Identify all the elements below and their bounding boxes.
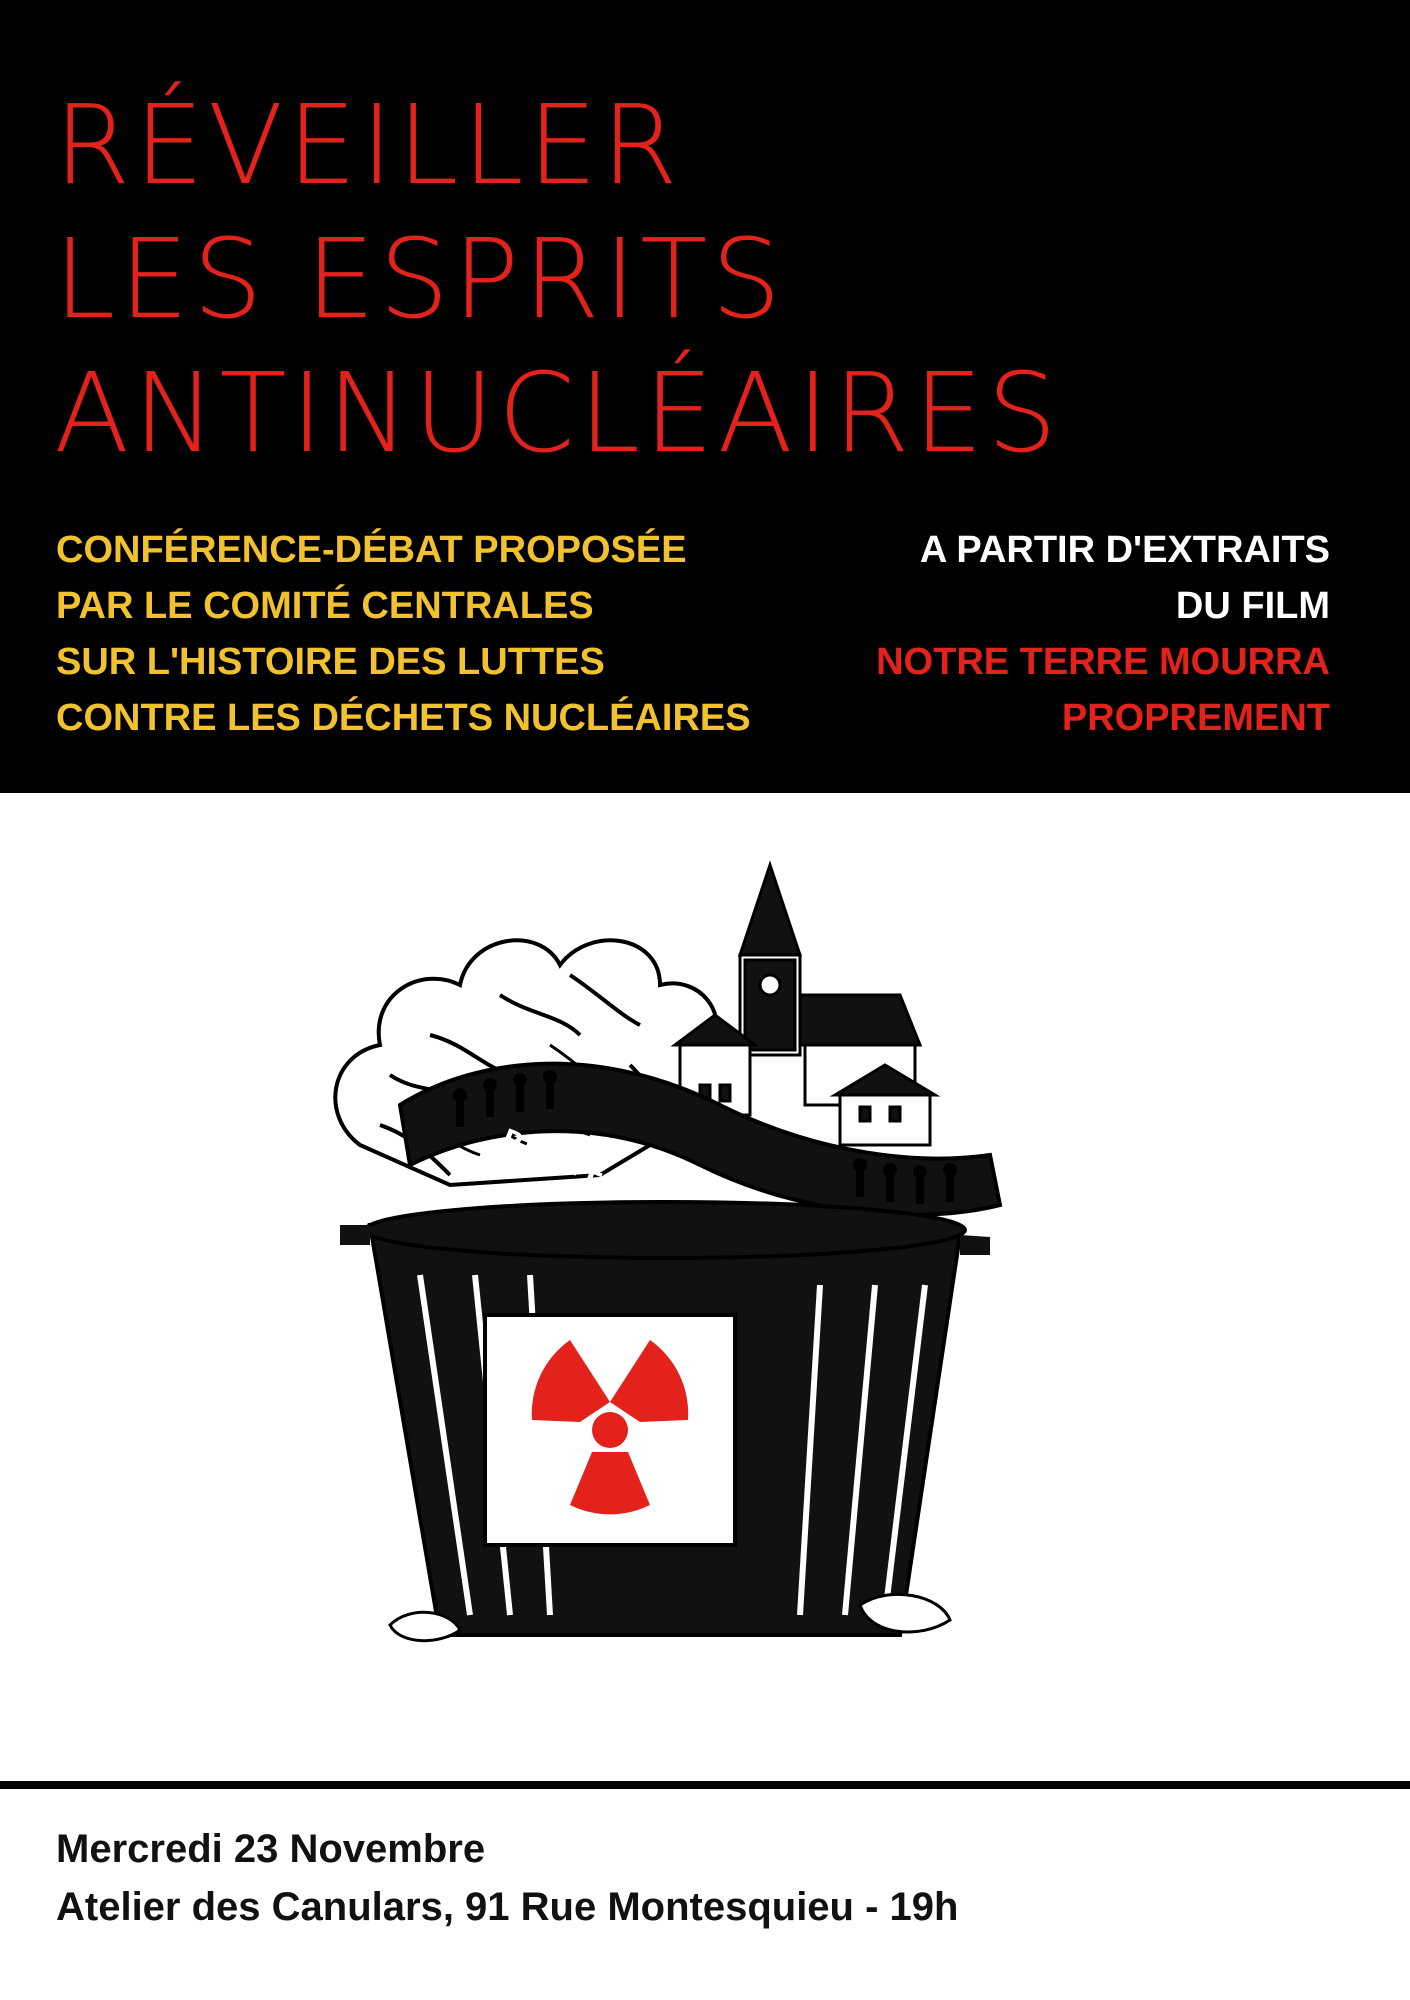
trash-can-illustration [300, 845, 1040, 1695]
title-line-3: ANTINUCLÉAIRES [54, 349, 1062, 477]
description-line: SUR L'HISTOIRE DES LUTTES [56, 641, 605, 683]
footer-divider [0, 1781, 1410, 1789]
event-details [56, 1820, 958, 1936]
film-info [876, 522, 1330, 746]
title-line-1: RÉVEILLER [54, 81, 682, 209]
film-intro-line: A PARTIR D'EXTRAITS [919, 529, 1330, 571]
header-band [0, 0, 1410, 793]
description-line: CONFÉRENCE-DÉBAT PROPOSÉE [56, 529, 687, 571]
film-title-line: NOTRE TERRE MOURRA [876, 641, 1330, 683]
event-description [56, 522, 751, 746]
film-title-line: PROPREMENT [1061, 697, 1330, 739]
title-line-2: LES ESPRITS [54, 215, 786, 343]
description-line: PAR LE COMITÉ CENTRALES [56, 585, 594, 627]
event-venue: Atelier des Canulars, 91 Rue Montesquieu - 19h [56, 1885, 959, 1929]
event-date: Mercredi 23 Novembre [56, 1827, 486, 1871]
description-line: CONTRE LES DÉCHETS NUCLÉAIRES [56, 697, 751, 739]
poster-title [54, 78, 1061, 480]
film-intro-line: DU FILM [1175, 585, 1330, 627]
